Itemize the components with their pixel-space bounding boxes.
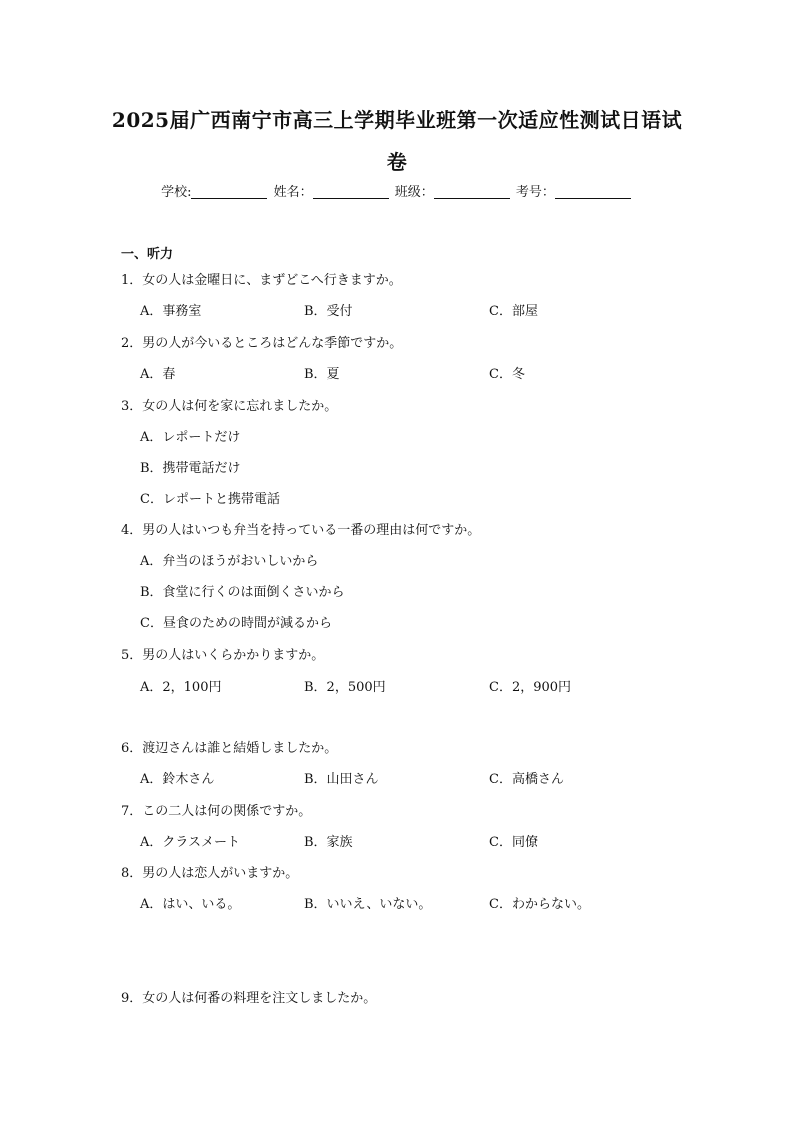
- q3-option-a: A．レポートだけ: [140, 430, 241, 445]
- school-label: 学校:: [161, 185, 192, 200]
- q1-option-c: C．部屋: [489, 304, 538, 319]
- q7-option-c: C．同僚: [489, 835, 538, 850]
- question-2: 2．男の人が今いるところはどんな季節ですか。: [121, 336, 403, 351]
- q1-option-b: B．受付: [304, 304, 353, 319]
- q4-option-b: B．食堂に行くのは面倒くさいから: [140, 585, 345, 600]
- question-4: 4．男の人はいつも弁当を持っている一番の理由は何ですか。: [121, 523, 481, 538]
- q4-option-c: C．昼食のための時間が減るから: [140, 616, 332, 631]
- q8-option-a: A．はい、いる。: [140, 897, 241, 912]
- question-9: 9．女の人は何番の料理を注文しましたか。: [121, 991, 377, 1006]
- school-blank: [191, 184, 267, 199]
- question-1: 1．女の人は金曜日に、まずどこへ行きますか。: [121, 273, 402, 288]
- question-8: 8．男の人は恋人がいますか。: [121, 866, 299, 881]
- class-label: 班级：: [394, 185, 434, 200]
- class-blank: [434, 184, 510, 199]
- q3-option-b: B．携帯電話だけ: [140, 461, 241, 476]
- q6-option-c: C．高橋さん: [489, 772, 564, 787]
- exam-title: 2025届广西南宁市高三上学期毕业班第一次适应性测试日语试: [111, 108, 683, 132]
- q5-option-a: A．2，100円: [140, 680, 222, 695]
- question-3: 3．女の人は何を家に忘れましたか。: [121, 399, 338, 414]
- q1-option-a: A．事務室: [140, 304, 202, 319]
- q7-option-b: B．家族: [304, 835, 353, 850]
- exam-number-label: 考号：: [515, 185, 555, 200]
- q6-option-b: B．山田さん: [304, 772, 379, 787]
- q7-option-a: A．クラスメート: [140, 835, 240, 850]
- question-5: 5．男の人はいくらかかりますか。: [121, 648, 325, 663]
- q5-option-b: B．2，500円: [304, 680, 386, 695]
- q2-option-b: B．夏: [304, 367, 340, 382]
- question-6: 6．渡辺さんは誰と結婚しましたか。: [121, 741, 338, 756]
- question-7: 7．この二人は何の関係ですか。: [121, 804, 312, 819]
- exam-title-continued: 卷: [386, 150, 408, 174]
- q6-option-a: A．鈴木さん: [140, 772, 215, 787]
- name-blank: [313, 184, 389, 199]
- student-info-line: [0, 181, 794, 200]
- q8-option-c: C．わからない。: [489, 897, 590, 912]
- q2-option-a: A．春: [140, 367, 176, 382]
- q3-option-c: C．レポートと携帯電話: [140, 492, 280, 507]
- q4-option-a: A．弁当のほうがおいしいから: [140, 554, 319, 569]
- q5-option-c: C．2，900円: [489, 680, 572, 695]
- name-label: 姓名：: [273, 185, 313, 200]
- q2-option-c: C．冬: [489, 367, 525, 382]
- section-heading-listening: 一、听力: [121, 247, 174, 262]
- q8-option-b: B．いいえ、いない。: [304, 897, 432, 912]
- exam-number-blank: [555, 184, 631, 199]
